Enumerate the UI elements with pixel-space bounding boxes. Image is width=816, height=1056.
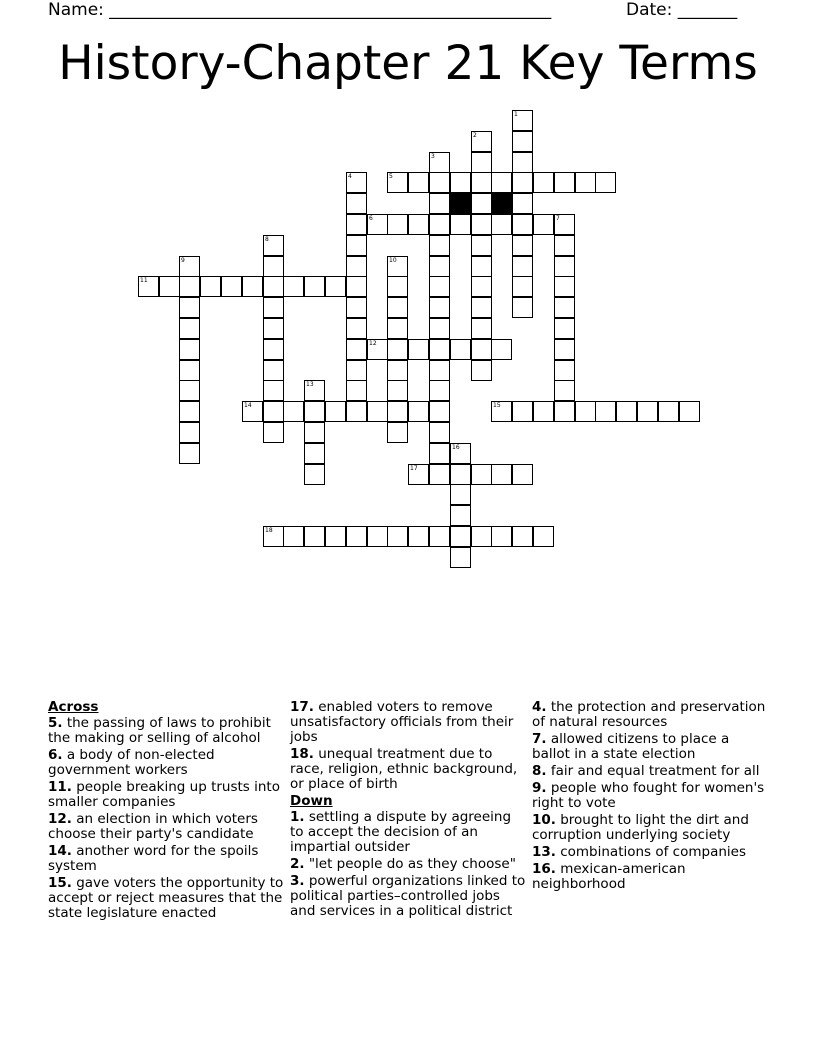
clue-item (48, 812, 284, 842)
grid-cell[interactable] (387, 256, 408, 277)
clue-item (532, 781, 768, 811)
grid-cell[interactable] (471, 526, 492, 547)
grid-cell[interactable] (429, 172, 450, 193)
grid-cell[interactable] (471, 318, 492, 339)
clue-text: mexican-american neighborhood (532, 861, 686, 892)
grid-cell[interactable] (263, 380, 284, 401)
cell-number: 11 (140, 277, 148, 284)
grid-cell[interactable] (221, 276, 242, 297)
grid-cell[interactable] (304, 380, 325, 401)
grid-cell[interactable] (159, 276, 180, 297)
grid-cell[interactable] (325, 276, 346, 297)
grid-cell[interactable] (346, 526, 367, 547)
clue-item (532, 813, 768, 843)
grid-cell[interactable] (450, 339, 471, 360)
clue-text: combinations of companies (555, 844, 747, 860)
clue-number: 5. (48, 715, 63, 731)
grid-cell[interactable] (471, 152, 492, 173)
grid-cell[interactable] (263, 401, 284, 422)
across-clue-list (48, 716, 284, 921)
grid-cell[interactable] (471, 193, 492, 214)
grid-cell[interactable] (450, 214, 471, 235)
grid-cell[interactable] (346, 235, 367, 256)
clue-item (532, 845, 768, 860)
grid-cell[interactable] (387, 360, 408, 381)
grid-cell[interactable] (367, 401, 388, 422)
grid-cell[interactable] (450, 505, 471, 526)
grid-cell[interactable] (658, 401, 679, 422)
grid-cell[interactable] (554, 172, 575, 193)
grid-cell[interactable] (387, 339, 408, 360)
clue-item (290, 810, 526, 855)
grid-cell[interactable] (429, 380, 450, 401)
grid-cell[interactable] (554, 256, 575, 277)
clue-number: 8. (532, 763, 547, 779)
grid-cell[interactable] (575, 172, 596, 193)
grid-cell[interactable] (429, 360, 450, 381)
grid-cell[interactable] (408, 526, 429, 547)
cell-number: 10 (389, 257, 397, 264)
grid-cell[interactable] (179, 380, 200, 401)
down-clue-list-continued (532, 700, 768, 892)
grid-cell[interactable] (429, 214, 450, 235)
grid-cell[interactable] (554, 235, 575, 256)
down-heading: Down (290, 793, 333, 809)
clue-item (532, 764, 768, 779)
grid-cell[interactable] (450, 547, 471, 568)
grid-cell[interactable] (367, 339, 388, 360)
clues-column-3 (532, 700, 768, 894)
clue-text: powerful organizations linked to political parties–controlled jobs and services in a political district (290, 873, 526, 919)
grid-cell[interactable] (471, 360, 492, 381)
grid-cell[interactable] (575, 401, 596, 422)
grid-cell[interactable] (491, 401, 512, 422)
grid-cell[interactable] (408, 464, 429, 485)
grid-cell[interactable] (429, 526, 450, 547)
grid-cell[interactable] (429, 235, 450, 256)
grid-cell[interactable] (263, 276, 284, 297)
grid-cell[interactable] (179, 276, 200, 297)
clue-number: 1. (290, 809, 305, 825)
cell-number: 3 (431, 153, 435, 160)
grid-cell[interactable] (387, 297, 408, 318)
clue-number: 2. (290, 856, 305, 872)
cell-number: 15 (493, 402, 501, 409)
down-clue-list (290, 810, 526, 919)
grid-cell[interactable] (387, 380, 408, 401)
cell-number: 7 (556, 215, 560, 222)
clue-text: a body of non-elected government workers (48, 747, 215, 778)
grid-cell[interactable] (346, 256, 367, 277)
grid-cell[interactable] (554, 339, 575, 360)
grid-cell[interactable] (471, 339, 492, 360)
clues-column-1 (48, 700, 284, 923)
grid-cell[interactable] (429, 464, 450, 485)
clue-item (532, 700, 768, 730)
grid-cell[interactable] (471, 276, 492, 297)
page-title: History-Chapter 21 Key Terms (58, 36, 758, 91)
grid-cell[interactable] (387, 526, 408, 547)
grid-cell[interactable] (179, 297, 200, 318)
grid-cell[interactable] (533, 526, 554, 547)
clue-text: settling a dispute by agreeing to accept the decision of an impartial outsider (290, 809, 512, 855)
grid-cell[interactable] (387, 318, 408, 339)
grid-cell[interactable] (179, 360, 200, 381)
grid-cell[interactable] (512, 276, 533, 297)
grid-cell[interactable] (408, 401, 429, 422)
grid-cell[interactable] (179, 256, 200, 277)
grid-cell[interactable] (429, 443, 450, 464)
grid-cell[interactable] (263, 360, 284, 381)
grid-cell[interactable] (179, 339, 200, 360)
grid-cell[interactable] (263, 256, 284, 277)
black-cell (450, 193, 471, 214)
grid-cell[interactable] (429, 401, 450, 422)
grid-cell[interactable] (450, 484, 471, 505)
grid-cell[interactable] (263, 339, 284, 360)
clue-item (48, 748, 284, 778)
cell-number: 4 (348, 173, 352, 180)
grid-cell[interactable] (346, 360, 367, 381)
grid-cell[interactable] (471, 256, 492, 277)
cell-number: 16 (452, 444, 460, 451)
grid-cell[interactable] (304, 526, 325, 547)
clue-text: the protection and preservation of natural resources (532, 699, 766, 730)
grid-cell[interactable] (429, 193, 450, 214)
grid-cell[interactable] (429, 276, 450, 297)
cell-number: 5 (389, 173, 393, 180)
grid-cell[interactable] (304, 464, 325, 485)
clue-text: people who fought for women's right to vote (532, 780, 765, 811)
grid-cell[interactable] (554, 297, 575, 318)
across-clue-list-continued (290, 700, 526, 792)
cell-number: 8 (265, 236, 269, 243)
clue-item (290, 700, 526, 745)
clue-text: allowed citizens to place a ballot in a state election (532, 731, 730, 762)
grid-cell[interactable] (429, 152, 450, 173)
grid-cell[interactable] (512, 256, 533, 277)
clue-number: 17. (290, 699, 314, 715)
grid-cell[interactable] (533, 214, 554, 235)
clue-number: 11. (48, 779, 72, 795)
grid-cell[interactable] (512, 235, 533, 256)
clue-text: "let people do as they choose" (304, 856, 516, 872)
clue-text: an election in which voters choose their party's candidate (48, 811, 258, 842)
clue-item (290, 874, 526, 919)
cell-number: 18 (265, 527, 273, 534)
grid-cell[interactable] (450, 526, 471, 547)
cell-number: 17 (410, 465, 418, 472)
grid-cell[interactable] (200, 276, 221, 297)
grid-cell[interactable] (242, 276, 263, 297)
grid-cell[interactable] (471, 214, 492, 235)
clue-number: 4. (532, 699, 547, 715)
grid-cell[interactable] (491, 339, 512, 360)
grid-cell[interactable] (554, 360, 575, 381)
grid-cell[interactable] (554, 318, 575, 339)
grid-cell[interactable] (554, 276, 575, 297)
grid-cell[interactable] (138, 276, 159, 297)
grid-cell[interactable] (533, 401, 554, 422)
grid-cell[interactable] (450, 443, 471, 464)
clue-text: the passing of laws to prohibit the making or selling of alcohol (48, 715, 271, 746)
grid-cell[interactable] (471, 297, 492, 318)
grid-cell[interactable] (304, 401, 325, 422)
grid-cell[interactable] (304, 276, 325, 297)
clue-number: 10. (532, 812, 556, 828)
clue-item (290, 857, 526, 872)
grid-cell[interactable] (263, 422, 284, 443)
clue-number: 13. (532, 844, 556, 860)
clue-item (290, 747, 526, 792)
grid-cell[interactable] (346, 318, 367, 339)
grid-cell[interactable] (679, 401, 700, 422)
clue-text: people breaking up trusts into smaller companies (48, 779, 280, 810)
grid-cell[interactable] (263, 318, 284, 339)
clue-number: 9. (532, 780, 547, 796)
grid-cell[interactable] (595, 401, 616, 422)
black-cell (491, 193, 512, 214)
grid-cell[interactable] (304, 422, 325, 443)
clue-number: 3. (290, 873, 305, 889)
cell-number: 14 (244, 402, 252, 409)
grid-cell[interactable] (179, 401, 200, 422)
clue-number: 7. (532, 731, 547, 747)
cell-number: 9 (181, 257, 185, 264)
clue-number: 12. (48, 811, 72, 827)
grid-cell[interactable] (408, 172, 429, 193)
name-field-label: Name: ____________________________________________________ (48, 0, 552, 20)
grid-cell[interactable] (512, 401, 533, 422)
clue-item (532, 732, 768, 762)
grid-cell[interactable] (367, 214, 388, 235)
grid-cell[interactable] (304, 443, 325, 464)
grid-cell[interactable] (491, 172, 512, 193)
cell-number: 12 (369, 340, 377, 347)
grid-cell[interactable] (179, 318, 200, 339)
grid-cell[interactable] (283, 401, 304, 422)
cell-number: 2 (473, 132, 477, 139)
grid-cell[interactable] (346, 380, 367, 401)
clue-text: brought to light the dirt and corruption underlying society (532, 812, 749, 843)
clues-column-2 (290, 700, 526, 921)
grid-cell[interactable] (429, 318, 450, 339)
date-field-label: Date: _______ (626, 0, 738, 20)
clue-text: fair and equal treatment for all (546, 763, 760, 779)
clue-text: enabled voters to remove unsatisfactory officials from their jobs (290, 699, 514, 745)
grid-cell[interactable] (179, 422, 200, 443)
grid-cell[interactable] (491, 464, 512, 485)
grid-cell[interactable] (450, 464, 471, 485)
grid-cell[interactable] (554, 380, 575, 401)
clue-number: 6. (48, 747, 63, 763)
grid-cell[interactable] (512, 297, 533, 318)
cell-number: 1 (514, 111, 518, 118)
clue-text: another word for the spoils system (48, 843, 259, 874)
grid-cell[interactable] (533, 172, 554, 193)
grid-cell[interactable] (429, 297, 450, 318)
grid-cell[interactable] (263, 526, 284, 547)
grid-cell[interactable] (387, 172, 408, 193)
grid-cell[interactable] (387, 422, 408, 443)
grid-cell[interactable] (179, 443, 200, 464)
grid-cell[interactable] (616, 401, 637, 422)
across-heading: Across (48, 699, 99, 715)
clue-number: 14. (48, 843, 72, 859)
grid-cell[interactable] (429, 339, 450, 360)
grid-cell[interactable] (512, 526, 533, 547)
grid-cell[interactable] (471, 235, 492, 256)
grid-cell[interactable] (491, 214, 512, 235)
grid-cell[interactable] (387, 214, 408, 235)
clue-item (48, 844, 284, 874)
cell-number: 13 (306, 381, 314, 388)
grid-cell[interactable] (325, 401, 346, 422)
grid-cell[interactable] (408, 339, 429, 360)
grid-cell[interactable] (408, 214, 429, 235)
clue-item (48, 780, 284, 810)
grid-cell[interactable] (450, 172, 471, 193)
grid-cell[interactable] (346, 193, 367, 214)
grid-cell[interactable] (637, 401, 658, 422)
grid-cell[interactable] (325, 526, 346, 547)
clue-item (532, 862, 768, 892)
grid-cell[interactable] (471, 172, 492, 193)
clue-text: gave voters the opportunity to accept or reject measures that the state legislature enacted (48, 875, 284, 921)
grid-cell[interactable] (387, 401, 408, 422)
clue-text: unequal treatment due to race, religion, ethnic background, or place of birth (290, 746, 518, 792)
grid-cell[interactable] (471, 131, 492, 152)
grid-cell[interactable] (429, 256, 450, 277)
grid-cell[interactable] (346, 297, 367, 318)
grid-cell[interactable] (429, 422, 450, 443)
grid-cell[interactable] (387, 276, 408, 297)
grid-cell[interactable] (512, 464, 533, 485)
grid-cell[interactable] (346, 276, 367, 297)
grid-cell[interactable] (512, 152, 533, 173)
grid-cell[interactable] (512, 172, 533, 193)
grid-cell[interactable] (346, 214, 367, 235)
grid-cell[interactable] (512, 131, 533, 152)
grid-cell[interactable] (367, 526, 388, 547)
grid-cell[interactable] (263, 235, 284, 256)
grid-cell[interactable] (595, 172, 616, 193)
grid-cell[interactable] (512, 214, 533, 235)
grid-cell[interactable] (512, 110, 533, 131)
grid-cell[interactable] (471, 464, 492, 485)
clue-number: 18. (290, 746, 314, 762)
grid-cell[interactable] (283, 526, 304, 547)
grid-cell[interactable] (346, 401, 367, 422)
grid-cell[interactable] (263, 297, 284, 318)
grid-cell[interactable] (554, 214, 575, 235)
grid-cell[interactable] (346, 339, 367, 360)
cell-number: 6 (369, 215, 373, 222)
grid-cell[interactable] (512, 193, 533, 214)
clue-number: 16. (532, 861, 556, 877)
grid-cell[interactable] (242, 401, 263, 422)
grid-cell[interactable] (554, 401, 575, 422)
clue-item (48, 716, 284, 746)
grid-cell[interactable] (283, 276, 304, 297)
grid-cell[interactable] (491, 526, 512, 547)
grid-cell[interactable] (346, 172, 367, 193)
clue-number: 15. (48, 875, 72, 891)
clue-item (48, 876, 284, 921)
